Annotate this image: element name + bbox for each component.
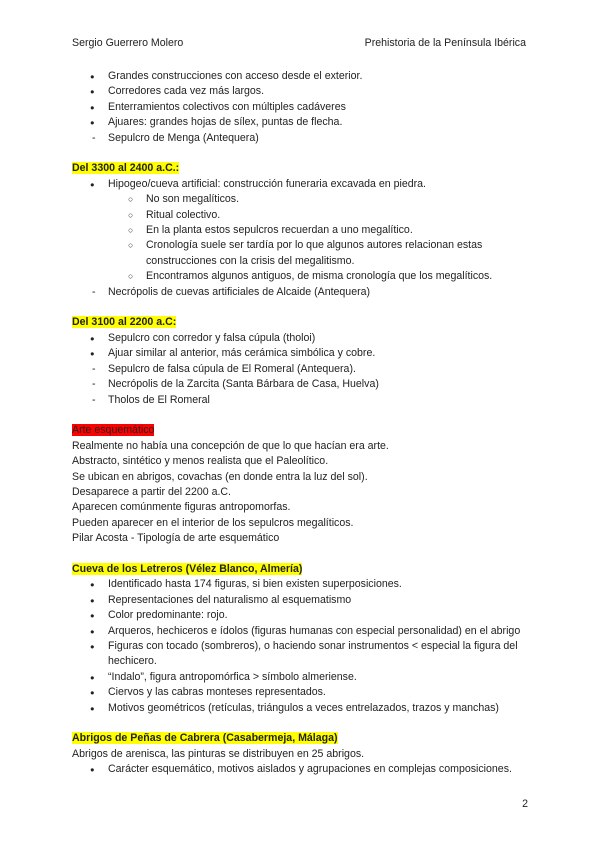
section-3100 xyxy=(72,315,532,407)
list-item: ● Representaciones del naturalismo al esquematismo xyxy=(72,593,532,608)
paragraph-line: Abstracto, sintético y menos realista que el Paleolítico. xyxy=(72,455,329,468)
list-item: ● Corredores cada vez más largos. xyxy=(72,84,532,99)
section-heading: Abrigos de Peñas de Cabrera (Casabermeja, Málaga) xyxy=(72,732,338,745)
section-cueva-letreros xyxy=(72,562,532,716)
paragraph-line: Desaparece a partir del 2200 a.C. xyxy=(72,485,231,498)
sub-list-item: ○ Cronología suele ser tardía por lo que algunos autores relacionan estas construcciones con la crisis del megalitismo. xyxy=(72,238,532,269)
example-item: - Necrópolis de la Zarcita (Santa Bárbara de Casa, Huelva) xyxy=(72,377,532,392)
list-item: ● Motivos geométricos (retículas, triángulos a veces entrelazados, trazos y manchas) xyxy=(72,701,532,716)
list-item: ● Figuras con tocado (sombreros), o haciendo sonar instrumentos < especial la figura del hechicero. xyxy=(72,639,532,670)
section-3300 xyxy=(72,161,532,300)
list-item: ● Grandes construcciones con acceso desde el exterior. xyxy=(72,69,532,84)
list-item: ● Identificado hasta 174 figuras, si bien existen superposiciones. xyxy=(72,577,532,592)
paragraph-line: Pilar Acosta - Tipología de arte esquemático xyxy=(72,532,280,545)
list-item: ● Sepulcro con corredor y falsa cúpula (tholoi) xyxy=(72,331,532,346)
sub-list-item: ○ No son megalíticos. xyxy=(72,192,532,207)
list-item: ● Carácter esquemático, motivos aislados y agrupaciones en complejas composiciones. xyxy=(72,762,532,777)
example-item: - Necrópolis de cuevas artificiales de Alcaide (Antequera) xyxy=(72,285,532,300)
section-penas-cabrera xyxy=(72,731,532,777)
list-item: ● Color predominante: rojo. xyxy=(72,608,532,623)
page-header xyxy=(72,36,526,52)
course-title: Prehistoria de la Península Ibérica xyxy=(364,37,526,49)
list-item: ● Enterramientos colectivos con múltiples cadáveres xyxy=(72,100,532,115)
section-heading: Del 3300 al 2400 a.C.: xyxy=(72,162,180,175)
section-heading: Del 3100 al 2200 a.C: xyxy=(72,316,177,329)
sub-list-item: ○ En la planta estos sepulcros recuerdan a uno megalítico. xyxy=(72,223,532,238)
author-name: Sergio Guerrero Molero xyxy=(72,37,184,49)
example-item: - Tholos de El Romeral xyxy=(72,393,532,408)
example-item: - Sepulcro de falsa cúpula de El Romeral (Antequera). xyxy=(72,362,532,377)
list-item: ● Ciervos y las cabras monteses representados. xyxy=(72,685,532,700)
paragraph-line: Se ubican en abrigos, covachas (en donde entra la luz del sol). xyxy=(72,470,368,483)
page-number: 2 xyxy=(522,798,528,810)
list-item: ● “Indalo”, figura antropomórfica > símbolo almeriense. xyxy=(72,670,532,685)
paragraph-line: Pueden aparecer en el interior de los sepulcros megalíticos. xyxy=(72,516,354,529)
paragraph-line: Aparecen comúnmente figuras antropomorfas. xyxy=(72,501,291,514)
paragraph-line: Abrigos de arenisca, las pinturas se distribuyen en 25 abrigos. xyxy=(72,747,365,760)
example-item: - Sepulcro de Menga (Antequera) xyxy=(72,131,532,146)
intro-list xyxy=(72,69,532,146)
section-heading: Cueva de los Letreros (Vélez Blanco, Almería) xyxy=(72,562,303,575)
sub-list-item: ○ Ritual colectivo. xyxy=(72,208,532,223)
document-body xyxy=(72,69,532,778)
list-item: ● Hipogeo/cueva artificial: construcción funeraria excavada en piedra. xyxy=(72,177,532,192)
list-item: ● Ajuares: grandes hojas de sílex, puntas de flecha. xyxy=(72,115,532,130)
section-arte-esquematico xyxy=(72,423,532,546)
paragraph-line: Realmente no había una concepción de que lo que hacían era arte. xyxy=(72,439,389,452)
list-item: ● Ajuar similar al anterior, más cerámica simbólica y cobre. xyxy=(72,346,532,361)
section-heading: Arte esquemático xyxy=(72,424,155,437)
list-item: ● Arqueros, hechiceros e ídolos (figuras humanas con especial personalidad) en el abrigo xyxy=(72,624,532,639)
sub-list-item: ○ Encontramos algunos antiguos, de misma cronología que los megalíticos. xyxy=(72,269,532,284)
